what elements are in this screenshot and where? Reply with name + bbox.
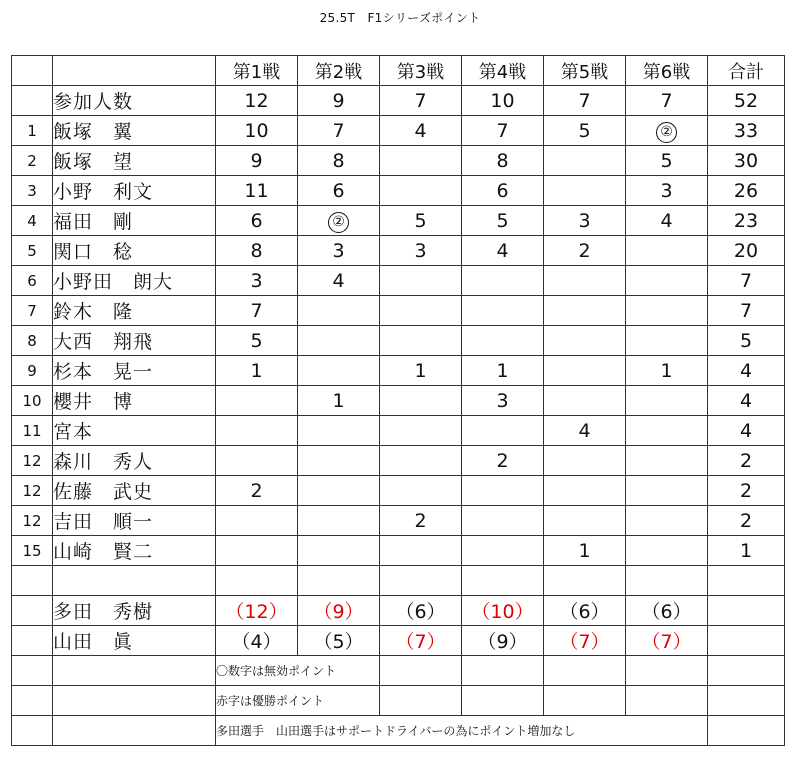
point-cell (626, 266, 708, 296)
empty-cell (380, 566, 462, 596)
support-point-cell: （6） (544, 596, 626, 626)
point-cell: 9 (216, 146, 298, 176)
point-cell (544, 296, 626, 326)
empty-cell (544, 566, 626, 596)
point-cell: 2 (708, 476, 785, 506)
rank-cell: 15 (12, 536, 53, 566)
driver-name: 大西 翔飛 (53, 326, 216, 356)
empty-cell (53, 56, 216, 86)
header-row (12, 56, 785, 86)
point-cell (626, 386, 708, 416)
participant-count: 9 (298, 86, 380, 116)
empty-cell (380, 656, 462, 686)
point-cell (626, 476, 708, 506)
empty-cell (298, 566, 380, 596)
participant-count: 10 (462, 86, 544, 116)
rank-cell: 10 (12, 386, 53, 416)
empty-cell (12, 686, 53, 716)
driver-name: 山崎 賢二 (53, 536, 216, 566)
note-row (12, 686, 785, 716)
point-cell: 20 (708, 236, 785, 266)
header-cell: 第3戦 (380, 56, 462, 86)
driver-row (12, 176, 785, 206)
empty-cell (53, 716, 216, 746)
point-cell: 4 (380, 116, 462, 146)
points-table (11, 55, 785, 746)
point-cell: 5 (462, 206, 544, 236)
support-point-cell: （4） (216, 626, 298, 656)
point-cell (544, 386, 626, 416)
point-cell: 26 (708, 176, 785, 206)
empty-cell (626, 566, 708, 596)
point-cell (298, 536, 380, 566)
point-cell (626, 446, 708, 476)
point-cell: 10 (216, 116, 298, 146)
note-row (12, 716, 785, 746)
empty-cell (462, 656, 544, 686)
support-point-cell: （10） (462, 596, 544, 626)
empty-cell (12, 86, 53, 116)
empty-cell (12, 656, 53, 686)
point-cell (462, 476, 544, 506)
point-cell: 4 (708, 356, 785, 386)
support-point-cell: （6） (626, 596, 708, 626)
empty-cell (708, 626, 785, 656)
support-point-cell: （7） (544, 626, 626, 656)
point-cell: 3 (462, 386, 544, 416)
point-cell: 5 (626, 146, 708, 176)
support-driver-name: 山田 眞 (53, 626, 216, 656)
driver-row (12, 296, 785, 326)
point-cell (298, 416, 380, 446)
point-cell: 7 (298, 116, 380, 146)
point-cell (298, 296, 380, 326)
driver-row (12, 116, 785, 146)
note-row (12, 656, 785, 686)
point-cell (216, 386, 298, 416)
point-cell: 1 (544, 536, 626, 566)
point-cell: 4 (708, 386, 785, 416)
empty-cell (12, 566, 53, 596)
empty-cell (462, 686, 544, 716)
point-cell (216, 506, 298, 536)
point-cell (380, 146, 462, 176)
driver-name: 小野田 朗大 (53, 266, 216, 296)
empty-cell (380, 686, 462, 716)
point-cell (380, 446, 462, 476)
driver-name: 吉田 順一 (53, 506, 216, 536)
spacer-row (12, 566, 785, 596)
driver-name: 杉本 晃一 (53, 356, 216, 386)
driver-row (12, 236, 785, 266)
point-cell: 6 (298, 176, 380, 206)
driver-name: 宮本 (53, 416, 216, 446)
point-cell (298, 356, 380, 386)
point-cell: 8 (298, 146, 380, 176)
driver-row (12, 146, 785, 176)
point-cell (298, 506, 380, 536)
invalid-point-cell (626, 116, 708, 146)
participants-label: 参加人数 (53, 86, 216, 116)
point-cell: 1 (380, 356, 462, 386)
participant-count: 52 (708, 86, 785, 116)
point-cell (626, 536, 708, 566)
support-point-cell: （5） (298, 626, 380, 656)
driver-row (12, 536, 785, 566)
point-cell: 5 (380, 206, 462, 236)
participant-count: 7 (544, 86, 626, 116)
driver-row (12, 446, 785, 476)
point-cell (544, 506, 626, 536)
support-point-cell: （9） (462, 626, 544, 656)
point-cell: 3 (216, 266, 298, 296)
rank-cell: 1 (12, 116, 53, 146)
driver-row (12, 386, 785, 416)
driver-name: 佐藤 武史 (53, 476, 216, 506)
point-cell: 2 (216, 476, 298, 506)
rank-cell: 8 (12, 326, 53, 356)
point-cell (298, 446, 380, 476)
point-cell (380, 536, 462, 566)
point-cell: 3 (544, 206, 626, 236)
rank-cell: 7 (12, 296, 53, 326)
rank-cell: 2 (12, 146, 53, 176)
point-cell: 23 (708, 206, 785, 236)
empty-cell (708, 686, 785, 716)
driver-name: 鈴木 隆 (53, 296, 216, 326)
participant-count: 7 (380, 86, 462, 116)
point-cell (380, 476, 462, 506)
empty-cell (12, 596, 53, 626)
point-cell: 1 (626, 356, 708, 386)
point-cell: 8 (462, 146, 544, 176)
point-cell (462, 326, 544, 356)
point-cell (626, 326, 708, 356)
participants-row (12, 86, 785, 116)
empty-cell (544, 686, 626, 716)
note-text: 〇数字は無効ポイント (216, 656, 380, 686)
point-cell (216, 536, 298, 566)
point-cell: 2 (462, 446, 544, 476)
rank-cell: 12 (12, 446, 53, 476)
empty-cell (53, 686, 216, 716)
rank-cell: 9 (12, 356, 53, 386)
rank-cell: 4 (12, 206, 53, 236)
point-cell: 4 (544, 416, 626, 446)
header-cell: 第2戦 (298, 56, 380, 86)
point-cell: 6 (216, 206, 298, 236)
driver-name: 森川 秀人 (53, 446, 216, 476)
rank-cell: 11 (12, 416, 53, 446)
empty-cell (53, 566, 216, 596)
point-cell: 4 (298, 266, 380, 296)
empty-cell (626, 686, 708, 716)
point-cell (462, 416, 544, 446)
point-cell: 8 (216, 236, 298, 266)
support-point-cell: （7） (380, 626, 462, 656)
point-cell (544, 326, 626, 356)
driver-name: 櫻井 博 (53, 386, 216, 416)
point-cell: 30 (708, 146, 785, 176)
note-text: 多田選手 山田選手はサポートドライバーの為にポイント増加なし (216, 716, 708, 746)
point-cell: 2 (544, 236, 626, 266)
invalid-point-cell (298, 206, 380, 236)
point-cell: 6 (462, 176, 544, 206)
driver-name: 飯塚 望 (53, 146, 216, 176)
empty-cell (12, 56, 53, 86)
support-point-cell: （9） (298, 596, 380, 626)
point-cell: 5 (708, 326, 785, 356)
point-cell: 1 (216, 356, 298, 386)
point-cell (462, 266, 544, 296)
point-cell: 1 (298, 386, 380, 416)
point-cell (298, 326, 380, 356)
point-cell: 4 (462, 236, 544, 266)
rank-cell: 3 (12, 176, 53, 206)
point-cell: 3 (380, 236, 462, 266)
participant-count: 12 (216, 86, 298, 116)
point-cell (462, 296, 544, 326)
point-cell (380, 326, 462, 356)
point-cell (380, 296, 462, 326)
point-cell (380, 416, 462, 446)
empty-cell (626, 656, 708, 686)
point-cell: 1 (462, 356, 544, 386)
point-cell (216, 416, 298, 446)
point-cell (544, 446, 626, 476)
driver-row (12, 356, 785, 386)
header-cell: 第1戦 (216, 56, 298, 86)
driver-name: 飯塚 翼 (53, 116, 216, 146)
point-cell (216, 446, 298, 476)
support-row (12, 626, 785, 656)
driver-row (12, 476, 785, 506)
rank-cell: 12 (12, 476, 53, 506)
invalid-point-mark: ② (656, 122, 677, 143)
point-cell: 5 (544, 116, 626, 146)
driver-name: 小野 利文 (53, 176, 216, 206)
point-cell (380, 386, 462, 416)
point-cell (626, 296, 708, 326)
point-cell (298, 476, 380, 506)
driver-row (12, 206, 785, 236)
point-cell (626, 416, 708, 446)
point-cell: 7 (462, 116, 544, 146)
point-cell: 2 (380, 506, 462, 536)
rank-cell: 6 (12, 266, 53, 296)
point-cell: 7 (708, 296, 785, 326)
point-cell: 3 (626, 176, 708, 206)
support-point-cell: （12） (216, 596, 298, 626)
empty-cell (12, 626, 53, 656)
point-cell (380, 176, 462, 206)
header-cell: 第5戦 (544, 56, 626, 86)
point-cell: 7 (708, 266, 785, 296)
point-cell (544, 146, 626, 176)
rank-cell: 5 (12, 236, 53, 266)
point-cell: 33 (708, 116, 785, 146)
empty-cell (544, 656, 626, 686)
driver-row (12, 506, 785, 536)
empty-cell (708, 596, 785, 626)
driver-name: 福田 剛 (53, 206, 216, 236)
point-cell: 1 (708, 536, 785, 566)
driver-row (12, 326, 785, 356)
empty-cell (708, 566, 785, 596)
point-cell (462, 536, 544, 566)
support-row (12, 596, 785, 626)
page-title: 25.5T F1シリーズポイント (319, 11, 481, 25)
driver-name: 関口 稔 (53, 236, 216, 266)
support-point-cell: （6） (380, 596, 462, 626)
invalid-point-mark: ② (328, 212, 349, 233)
support-driver-name: 多田 秀樹 (53, 596, 216, 626)
point-cell (544, 356, 626, 386)
point-cell (626, 236, 708, 266)
header-cell: 合計 (708, 56, 785, 86)
support-point-cell: （7） (626, 626, 708, 656)
empty-cell (53, 656, 216, 686)
rank-cell: 12 (12, 506, 53, 536)
point-cell (544, 476, 626, 506)
empty-cell (708, 716, 785, 746)
participant-count: 7 (626, 86, 708, 116)
point-cell (544, 266, 626, 296)
header-cell: 第6戦 (626, 56, 708, 86)
driver-row (12, 266, 785, 296)
point-cell: 5 (216, 326, 298, 356)
point-cell: 2 (708, 506, 785, 536)
empty-cell (462, 566, 544, 596)
point-cell: 7 (216, 296, 298, 326)
point-cell (544, 176, 626, 206)
point-cell: 4 (626, 206, 708, 236)
point-cell: 11 (216, 176, 298, 206)
point-cell (626, 506, 708, 536)
driver-row (12, 416, 785, 446)
empty-cell (708, 656, 785, 686)
note-text: 赤字は優勝ポイント (216, 686, 380, 716)
point-cell (462, 506, 544, 536)
point-cell: 2 (708, 446, 785, 476)
point-cell: 3 (298, 236, 380, 266)
point-cell (380, 266, 462, 296)
point-cell: 4 (708, 416, 785, 446)
empty-cell (12, 716, 53, 746)
empty-cell (216, 566, 298, 596)
header-cell: 第4戦 (462, 56, 544, 86)
